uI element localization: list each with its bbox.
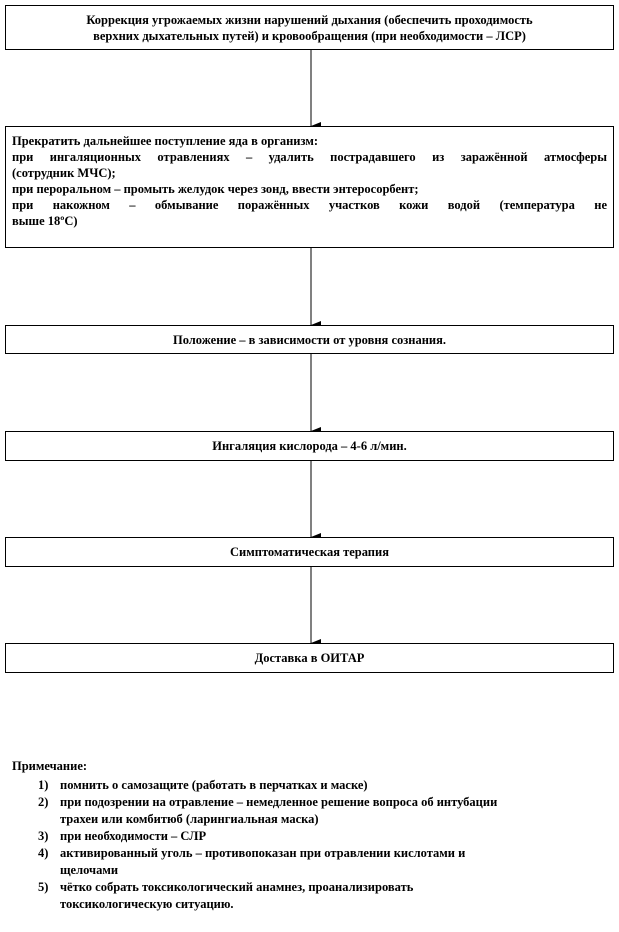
note-item-5-line-2: токсикологическую ситуацию. xyxy=(60,897,234,911)
stop-poison-line-2: при ингаляционных отравлениях – удалить пострадавшего из заражённой атмосферы xyxy=(12,150,607,164)
note-item-3 xyxy=(12,828,612,845)
note-item-2-num: 2) xyxy=(38,795,49,809)
oxygen-box xyxy=(5,431,614,461)
note-item-2 xyxy=(12,794,612,828)
symptomatic-box xyxy=(5,537,614,567)
stop-poison-box xyxy=(5,126,614,248)
symptomatic-text: Симптоматическая терапия xyxy=(230,545,389,559)
correction-line-1: Коррекция угрожаемых жизни нарушений дыхания (обеспечить проходимость xyxy=(86,12,533,27)
note-list xyxy=(12,777,612,913)
stop-poison-line-3: (сотрудник МЧС); xyxy=(12,166,116,180)
note-item-4-line-2: щелочами xyxy=(60,863,119,877)
note-item-2-line-1: при подозрении на отравление – немедленное решение вопроса об интубации xyxy=(60,795,498,809)
stop-poison-line-1: Прекратить дальнейшее поступление яда в организм: xyxy=(12,134,319,148)
note-item-4-line-1: активированный уголь – противопоказан при отравлении кислотами и xyxy=(60,846,466,860)
note-section xyxy=(12,758,612,913)
position-text: Положение – в зависимости от уровня сознания. xyxy=(172,332,447,347)
note-item-5-line-1: чётко собрать токсикологический анамнез, проанализировать xyxy=(60,880,414,894)
note-item-3-num: 3) xyxy=(38,829,49,843)
delivery-text: Доставка в ОИТАР xyxy=(254,651,365,665)
note-title: Примечание: xyxy=(12,759,88,773)
correction-box xyxy=(5,5,614,50)
note-item-3-line-1: при необходимости – СЛР xyxy=(60,829,207,843)
note-item-4 xyxy=(12,845,612,879)
delivery-box xyxy=(5,643,614,673)
stop-poison-line-4: при пероральном – промыть желудок через зонд, ввести энтеросорбент; xyxy=(12,182,419,196)
stop-poison-line-6: выше 18ºС) xyxy=(12,214,78,228)
correction-line-2: верхних дыхательных путей) и кровообращения (при необходимости – ЛСР) xyxy=(93,28,526,43)
oxygen-text: Ингаляция кислорода – 4-6 л/мин. xyxy=(212,439,407,453)
stop-poison-line-5: при накожном – обмывание поражённых участков кожи водой (температура не xyxy=(12,198,607,212)
note-item-1-line-1: помнить о самозащите (работать в перчатках и маске) xyxy=(60,778,368,792)
note-item-5-num: 5) xyxy=(38,880,49,894)
note-item-2-line-2: трахеи или комбитюб (ларингиальная маска) xyxy=(60,812,319,826)
note-item-4-num: 4) xyxy=(38,846,49,860)
note-item-1 xyxy=(12,777,612,794)
position-box xyxy=(5,325,614,354)
note-item-1-num: 1) xyxy=(38,778,49,792)
note-item-5 xyxy=(12,879,612,913)
